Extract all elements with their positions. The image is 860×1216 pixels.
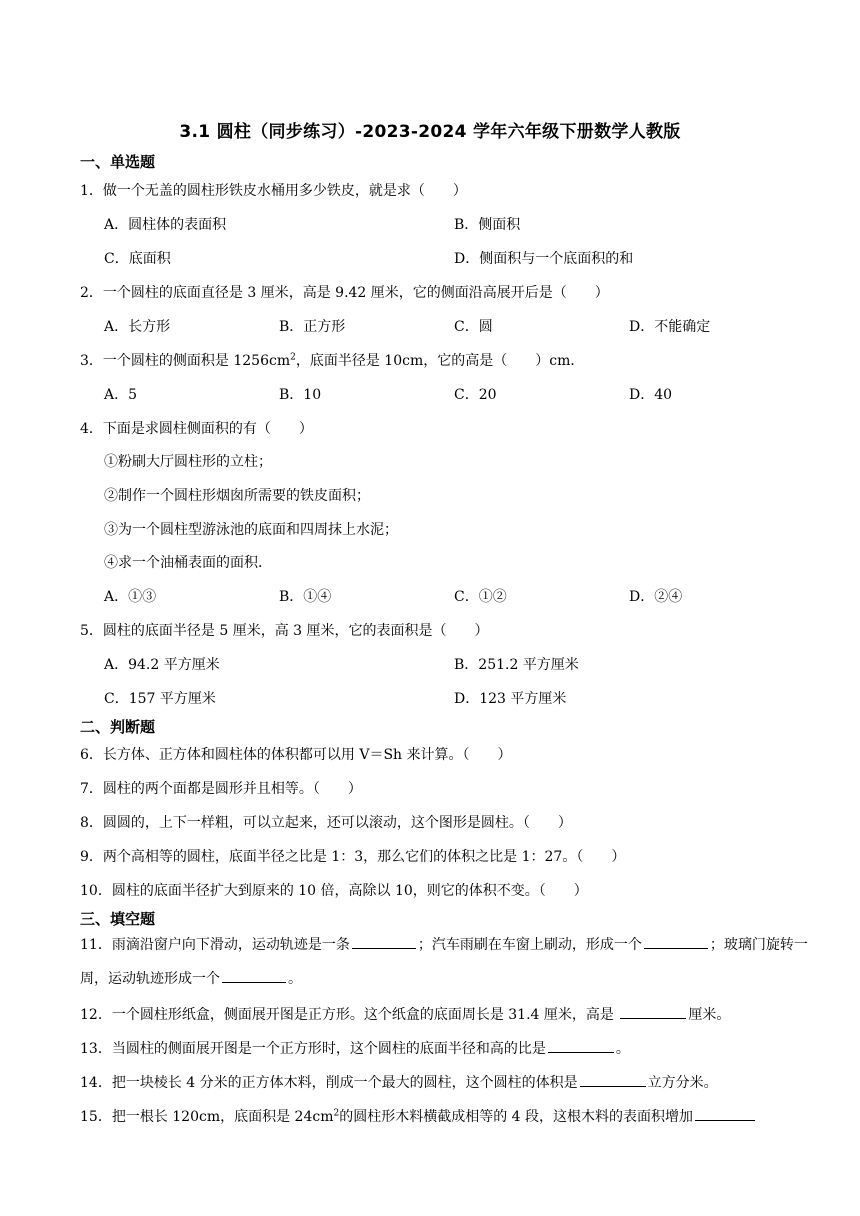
question-4-item-1: ①粉刷大厅圆柱形的立柱； bbox=[104, 454, 272, 470]
question-11-part-c: ；玻璃门旋转一周，运动轨迹形成一个 bbox=[80, 937, 808, 987]
question-11-blank-1[interactable] bbox=[352, 934, 416, 949]
question-7: 7．圆柱的两个面都是圆形并且相等。（ ） bbox=[80, 781, 362, 797]
question-3-superscript: 2 bbox=[290, 352, 296, 363]
question-12-blank[interactable] bbox=[620, 1004, 686, 1019]
question-14-part-a: 14．把一块棱长 4 分米的正方体木料，削成一个最大的圆柱，这个圆柱的体积是 bbox=[80, 1075, 578, 1091]
page-title: 3.1 圆柱（同步练习）-2023-2024 学年六年级下册数学人教版 bbox=[179, 122, 681, 142]
question-5-option-c: C．157 平方厘米 bbox=[104, 691, 216, 707]
question-5-option-b: B．251.2 平方厘米 bbox=[454, 657, 579, 673]
question-1-option-a: A．圆柱体的表面积 bbox=[104, 217, 227, 233]
question-3-stem bbox=[80, 350, 584, 370]
question-12-part-b: 厘米。 bbox=[688, 1007, 731, 1023]
question-1-option-d: D．侧面积与一个底面积的和 bbox=[454, 251, 634, 267]
question-2-option-b: B．正方形 bbox=[279, 319, 346, 335]
question-3-option-d: D．40 bbox=[629, 387, 673, 403]
question-4-option-b: B．①④ bbox=[279, 589, 332, 605]
question-11 bbox=[80, 928, 810, 996]
question-14-blank[interactable] bbox=[580, 1072, 646, 1087]
question-2-option-a: A．长方形 bbox=[104, 319, 171, 335]
question-2-stem: 2．一个圆柱的底面直径是 3 厘米，高是 9.42 厘米，它的侧面沿高展开后是（ ） bbox=[80, 285, 609, 301]
question-6: 6．长方体、正方体和圆柱体的体积都可以用 V＝Sh 来计算。（ ） bbox=[80, 747, 512, 763]
question-11-part-b: ；汽车雨刷在车窗上刷动，形成一个 bbox=[417, 937, 642, 953]
question-1-option-c: C．底面积 bbox=[104, 251, 171, 267]
question-5-option-d: D．123 平方厘米 bbox=[454, 691, 567, 707]
question-12-part-a: 12．一个圆柱形纸盒，侧面展开图是正方形。这个纸盒的底面周长是 31.4 厘米，高是 bbox=[80, 1007, 619, 1023]
section-heading-single-choice: 一、单选题 bbox=[80, 153, 156, 171]
question-13 bbox=[80, 1038, 630, 1058]
question-3-option-b: B．10 bbox=[279, 387, 322, 403]
question-8: 8．圆圆的，上下一样粗，可以立起来，还可以滚动，这个图形是圆柱。（ ） bbox=[80, 815, 572, 831]
question-15-blank[interactable] bbox=[695, 1106, 755, 1121]
question-5-option-a: A．94.2 平方厘米 bbox=[104, 657, 220, 673]
question-3-stem-part-b: ，底面半径是 10cm，它的高是（ ）cm． bbox=[295, 353, 585, 369]
question-4-item-2: ②制作一个圆柱形烟囱所需要的铁皮面积； bbox=[104, 488, 370, 504]
question-2-option-d: D．不能确定 bbox=[629, 319, 711, 335]
question-11-part-d: 。 bbox=[288, 971, 302, 987]
question-1-option-b: B．侧面积 bbox=[454, 217, 521, 233]
section-heading-fill-in: 三、填空题 bbox=[80, 910, 156, 928]
question-4-item-4: ④求一个油桶表面的面积． bbox=[104, 555, 272, 571]
question-5-stem: 5．圆柱的底面半径是 5 厘米，高 3 厘米，它的表面积是（ ） bbox=[80, 623, 489, 639]
question-15-superscript: 2 bbox=[333, 1108, 340, 1119]
question-12 bbox=[80, 1004, 730, 1024]
question-13-part-a: 13．当圆柱的侧面展开图是一个正方形时，这个圆柱的底面半径和高的比是 bbox=[80, 1041, 546, 1057]
question-10: 10．圆柱的底面半径扩大到原来的 10 倍，高除以 10，则它的体积不变。（ ） bbox=[80, 883, 588, 899]
question-15-part-b: 的圆柱形木料横截成相等的 4 段，这根木料的表面积增加 bbox=[339, 1109, 694, 1125]
question-3-option-a: A．5 bbox=[104, 387, 138, 403]
question-3-stem-part-a: 3．一个圆柱的侧面积是 1256cm bbox=[80, 353, 291, 369]
question-15-part-a: 15．把一根长 120cm，底面积是 24cm bbox=[80, 1109, 334, 1125]
question-9: 9．两个高相等的圆柱，底面半径之比是 1：3，那么它们的体积之比是 1：27。（ ） bbox=[80, 849, 626, 865]
question-1-stem: 1．做一个无盖的圆柱形铁皮水桶用多少铁皮，就是求（ ） bbox=[80, 183, 467, 199]
question-13-blank[interactable] bbox=[548, 1038, 614, 1053]
question-2-option-c: C．圆 bbox=[454, 319, 493, 335]
question-14 bbox=[80, 1072, 718, 1092]
question-4-item-3: ③为一个圆柱型游泳池的底面和四周抹上水泥； bbox=[104, 522, 398, 538]
question-4-stem: 4．下面是求圆柱侧面积的有（ ） bbox=[80, 421, 313, 437]
question-4-option-a: A．①③ bbox=[104, 589, 157, 605]
question-4-option-c: C．①② bbox=[454, 589, 507, 605]
question-3-option-c: C．20 bbox=[454, 387, 497, 403]
question-4-option-d: D．②④ bbox=[629, 589, 683, 605]
question-11-part-a: 11．雨滴沿窗户向下滑动，运动轨迹是一条 bbox=[80, 937, 350, 953]
question-11-blank-2[interactable] bbox=[644, 934, 708, 949]
question-15 bbox=[80, 1106, 757, 1126]
section-heading-true-false: 二、判断题 bbox=[80, 718, 156, 736]
question-13-part-b: 。 bbox=[615, 1041, 630, 1057]
question-11-blank-3[interactable] bbox=[222, 968, 286, 983]
question-14-part-b: 立方分米。 bbox=[647, 1075, 718, 1091]
